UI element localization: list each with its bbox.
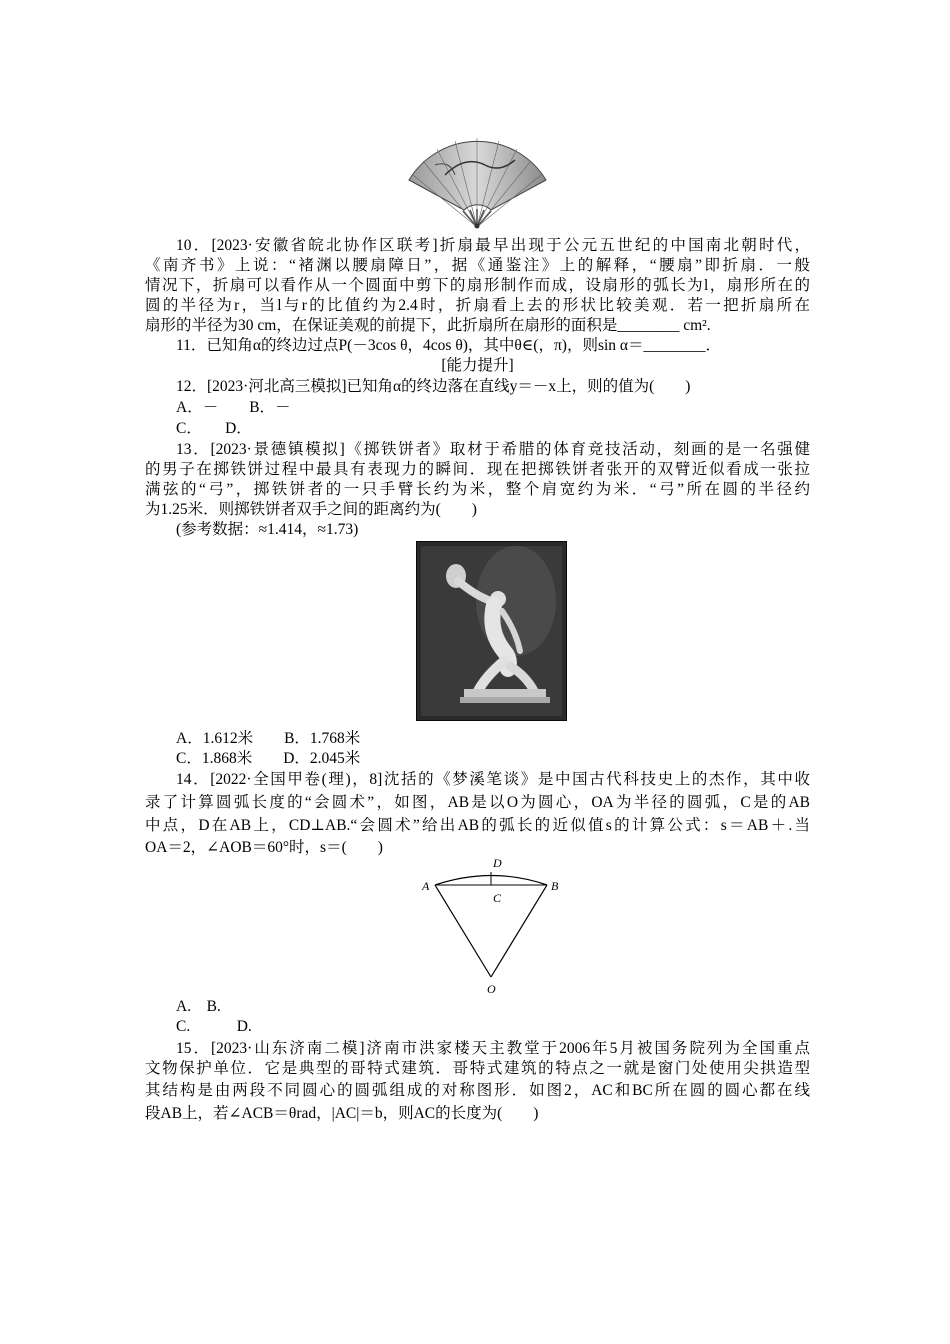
q14-line-1: 14．[2022·全国甲卷(理)，8]沈括的《梦溪笔谈》是中国古代科技史上的杰作，其中收 xyxy=(176,771,810,788)
q10-line-1: 10．[2023·安徽省皖北协作区联考]折扇最早出现于公元五世纪的中国南北朝时代， xyxy=(176,237,810,254)
label-a: A xyxy=(422,879,430,893)
arc-geometry-figure xyxy=(410,852,580,997)
q15-line-3: 其结构是由两段不同圆心的圆弧组成的对称图形．如图2，AC和BC所在圆的圆心都在线 xyxy=(145,1082,810,1099)
q13-reference-data: (参考数据：≈1.414，≈1.73) xyxy=(176,521,359,538)
discus-thrower-image xyxy=(416,541,567,721)
q10-line-2: 《南齐书》上说：“褚渊以腰扇障日”，据《通鉴注》上的解释，“腰扇”即折扇．一般 xyxy=(145,257,810,274)
label-c: C xyxy=(493,891,502,905)
label-d: D xyxy=(493,856,502,870)
q13-options-ab: A．1.612米 B．1.768米 xyxy=(176,730,361,747)
q10-line-5: 扇形的半径为30 cm，在保证美观的前提下，此折扇所在扇形的面积是________ cm². xyxy=(145,317,711,334)
q12-options-cd: C． D． xyxy=(176,420,252,437)
q13-line-4: 为1.25米．则掷铁饼者双手之间的距离约为( ) xyxy=(145,501,477,518)
q14-line-2: 录了计算圆弧长度的“会圆术”，如图，AB是以O为圆心，OA为半径的圆弧，C是的AB xyxy=(145,794,810,811)
q10-line-4: 圆的半径为r，当l与r的比值约为2.4时，折扇看上去的形状比较美观．若一把折扇所在 xyxy=(145,297,810,314)
q11-line: 11．已知角α的终边过点P(－3cos θ，4cos θ)，其中θ∈(，π)，则sin α＝________． xyxy=(176,337,722,354)
q10-line-3: 情况下，折扇可以看作从一个圆面中剪下的扇形制作而成，设扇形的弧长为l，扇形所在的 xyxy=(145,277,810,294)
label-b: B xyxy=(551,879,559,893)
q15-line-2: 文物保护单位．它是典型的哥特式建筑．哥特式建筑的特点之一就是窗门处使用尖拱造型 xyxy=(145,1060,810,1077)
folding-fan-image xyxy=(405,135,550,230)
q14-options-ab: A. B. xyxy=(176,998,221,1015)
q15-line-1: 15．[2023·山东济南二模]济南市洪家楼天主教堂于2006年5月被国务院列为全国重点 xyxy=(176,1040,810,1057)
q12-line: 12．[2023·河北高三模拟]已知角α的终边落在直线y＝－x上，则的值为( ) xyxy=(176,378,691,395)
q12-options-ab: A．－ B．－ xyxy=(176,399,291,416)
q14-options-cd: C. D. xyxy=(176,1018,252,1035)
q14-line-3: 中点，D在AB上，CD⊥AB.“会圆术”给出AB的弧长的近似值s的计算公式：s＝AB＋.当 xyxy=(145,817,810,834)
q13-options-cd: C．1.868米 D．2.045米 xyxy=(176,750,361,767)
q13-line-1: 13．[2023·景德镇模拟]《掷铁饼者》取材于希腊的体育竞技活动，刻画的是一名强健 xyxy=(176,441,810,458)
q15-line-4: 段AB上，若∠ACB＝θrad，|AC|＝b，则AC的长度为( ) xyxy=(145,1105,539,1122)
q13-line-2: 的男子在掷铁饼过程中最具有表现力的瞬间．现在把掷铁饼者张开的双臂近似看成一张拉 xyxy=(145,461,810,478)
q13-line-3: 满弦的“弓”，掷铁饼者的一只手臂长约为米，整个肩宽约为米．“弓”所在圆的半径约 xyxy=(145,481,810,498)
section-heading: [能力提升] xyxy=(441,357,514,374)
q14-line-4: OA＝2，∠AOB＝60°时，s＝( ) xyxy=(145,839,383,856)
label-o: O xyxy=(487,982,496,996)
